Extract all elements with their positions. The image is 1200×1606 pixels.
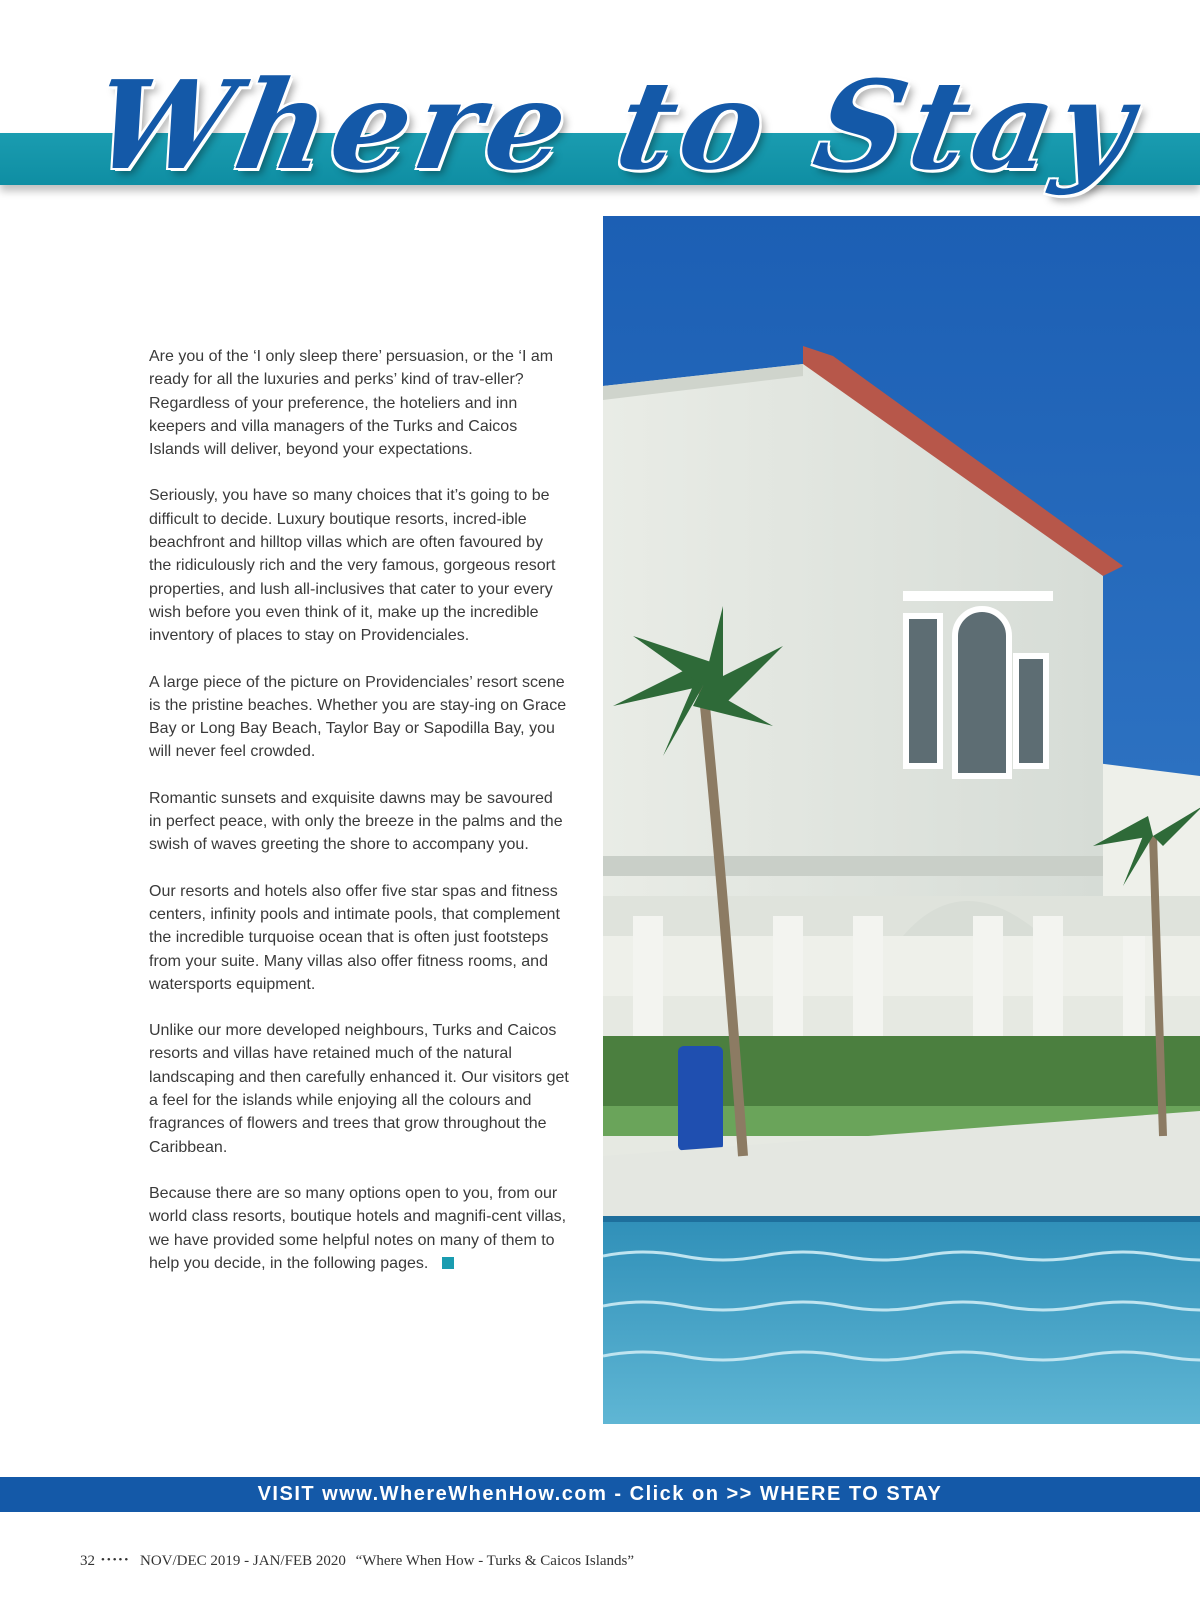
paragraph-text: Because there are so many options open to you, from our world class resorts, boutique hotels and magnifi-cent villas, we have provided some helpful notes on many of them to help you decide, in the following pages. (149, 1184, 567, 1272)
website-banner[interactable]: VISIT www.WhereWhenHow.com - Click on >> WHERE TO STAY (0, 1477, 1200, 1512)
paragraph: Our resorts and hotels also offer five star spas and fitness centers, infinity pools and intimate pools, that complement the incredible turquoise ocean that is often just footsteps from your suite. Many villas also offer fitness rooms, and watersports equipment. (149, 882, 560, 993)
paragraph: Are you of the ‘I only sleep there’ persuasion, or the ‘I am ready for all the luxuries and perks’ kind of trav-eller? Regardless of your preference, the hoteliers and inn keepers and villa managers of the Turks and Caicos Islands will deliver, beyond your expectations. (149, 348, 554, 459)
paragraph: Romantic sunsets and exquisite dawns may be savoured in perfect peace, with only the breeze in the palms and the swish of waves greeting the shore to accompany you. (149, 789, 563, 854)
folio-dots: ••••• (101, 1554, 131, 1566)
article-body (149, 345, 569, 1298)
paragraph: Seriously, you have so many choices that it’s going to be difficult to decide. Luxury boutique resorts, incred-ible beachfront and hilltop villas which are often favoured by the ridiculously rich and the very famous, gorgeous resort properties, and lush all-inclusives that cater to your every wish before you even think of it, make up the incredible inventory of places to stay on Providenciales. (149, 487, 556, 645)
publication-name: “Where When How - Turks & Caicos Islands” (355, 1553, 635, 1569)
page-title: Where to Stay (83, 53, 1149, 197)
resort-photo (603, 216, 1200, 1424)
issue-dates: NOV/DEC 2019 - JAN/FEB 2020 (140, 1553, 346, 1569)
end-mark-icon (442, 1257, 454, 1269)
page-folio (80, 1553, 640, 1570)
page-number: 32 (80, 1553, 95, 1569)
paragraph: Unlike our more developed neighbours, Turks and Caicos resorts and villas have retained much of the natural landscaping and then carefully enhanced it. Our visitors get a feel for the islands while enjoying all the colours and fragrances of flowers and trees that grow throughout the Caribbean. (149, 1022, 569, 1156)
last-paragraph (149, 1182, 569, 1275)
paragraph: A large piece of the picture on Providenciales’ resort scene is the pristine beaches. Whether you are stay-ing on Grace Bay or Long Bay Beach, Taylor Bay or Sapodilla Bay, you will never feel crowded. (149, 673, 567, 761)
